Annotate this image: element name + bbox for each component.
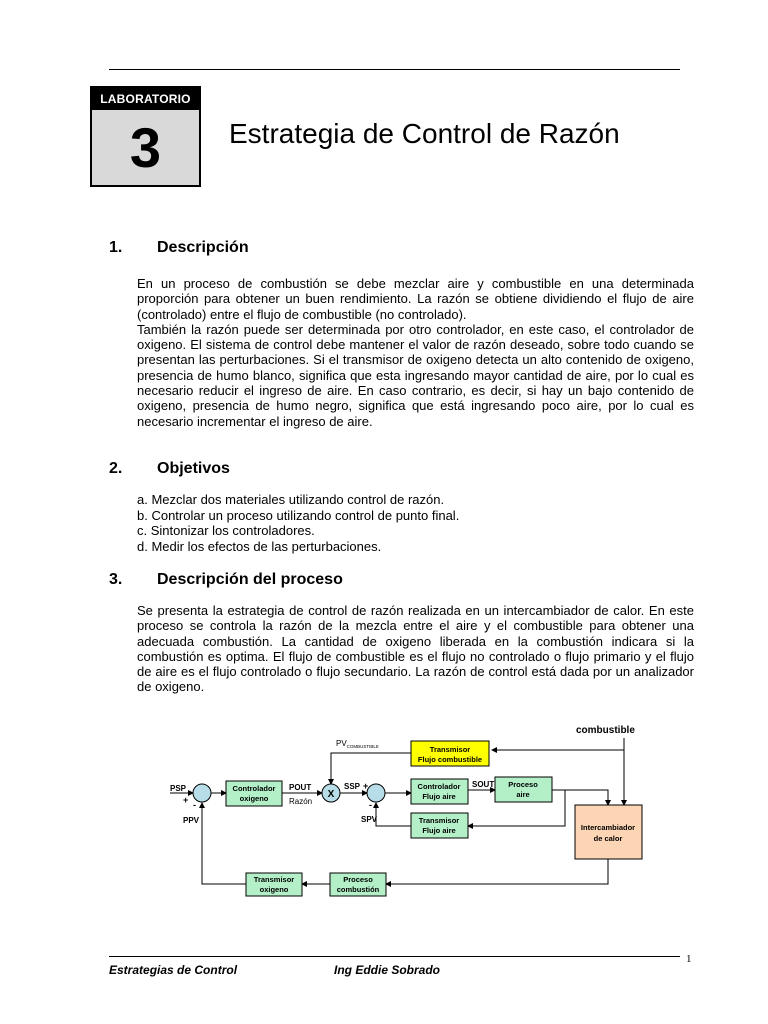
section-1-paragraph: En un proceso de combustión se debe mezclar aire y combustible en una determinada proporción para obtener un buen rendimiento. La razón se obtiene dividiendo el flujo de aire (controlado) entre el flujo de combustible (no controlado).	[137, 276, 694, 322]
section-1-body	[137, 276, 694, 429]
spv-label: SPV	[361, 815, 378, 824]
combustible-label: combustible	[576, 725, 635, 736]
svg-text:Transmisor: Transmisor	[429, 745, 471, 754]
footer-course: Estrategias de Control	[109, 963, 238, 977]
razon-label: Razón	[289, 797, 313, 806]
proceso-aire-block	[495, 777, 552, 802]
exchanger-output-line	[386, 859, 608, 884]
svg-text:Flujo aire: Flujo aire	[422, 826, 456, 835]
list-item: a. Mezclar dos materiales utilizando control de razón.	[137, 492, 445, 507]
transmisor-oxigeno-block	[246, 873, 302, 896]
svg-text:oxigeno: oxigeno	[239, 794, 269, 803]
ssp-label: SSP	[344, 782, 361, 791]
air-to-exchanger-line	[552, 790, 608, 805]
control-block-diagram	[160, 718, 660, 903]
svg-text:oxigeno: oxigeno	[259, 885, 289, 894]
section-2-title: Objetivos	[157, 460, 230, 477]
proceso-combustion-block	[330, 873, 386, 896]
lab-label: LABORATORIO	[92, 88, 199, 110]
pout-label: POUT	[289, 783, 312, 792]
controlador-aire-block	[411, 779, 468, 804]
transmisor-combustible-block	[411, 741, 489, 766]
plus-sign: +	[183, 795, 189, 805]
pv-label: $PV_{COMBUSTIBLE}$	[336, 739, 379, 749]
ppv-label: PPV	[183, 816, 200, 825]
sum-junction-primary	[193, 784, 211, 802]
list-item: b. Controlar un proceso utilizando control de punto final.	[137, 507, 460, 523]
controlador-oxigeno-block	[226, 781, 282, 806]
svg-text:Controlador: Controlador	[232, 784, 276, 793]
footer-author: Ing Eddie Sobrado	[334, 963, 441, 977]
lab-badge	[90, 86, 201, 187]
sum-junction-secondary	[367, 784, 385, 802]
section-3-paragraph: Se presenta la estrategia de control de razón realizada en un intercambiador de calor. En este proceso se controla la razón de la mezcla entre el aire y el combustible para obtener una adecuada combustión. La cantidad de oxigeno liberada en la combustión indicara si la combustión es optima. El flujo de combustible es el flujo no controlado o flujo primario y el flujo de aire es el flujo controlado o flujo secundario. La razón de control está dada por un analizador de oxigeno.	[137, 603, 694, 695]
pv-line	[331, 753, 411, 784]
svg-text:Transmisor: Transmisor	[253, 875, 295, 884]
transmisor-aire-block	[411, 813, 468, 838]
section-1-paragraph: También la razón puede ser determinada por otro controlador, en este caso, el controlador de oxigeno. El sistema de control debe mantener el valor de razón deseado, sobre todo cuando se presentan las perturbaciones. Si el transmisor de oxigeno detecta un alto contenido de oxigeno, presencia de humo blanco, significa que esta ingresando mayor cantidad de aire, por lo cual es necesario reducir el ingreso de aire. En caso contrario, es decir, si hay un bajo contenido de oxigeno, presencia de humo negro, significa que está ingresando poco aire, por lo cual es necesario incrementar el ingreso de aire.	[137, 321, 694, 429]
multiplier-symbol: X	[327, 789, 335, 800]
svg-text:aire: aire	[516, 790, 530, 799]
page-title: Estrategia de Control de Razón	[229, 118, 620, 149]
svg-text:Intercambiador: Intercambiador	[580, 823, 636, 832]
spv-line	[376, 803, 411, 826]
section-3-title: Descripción del proceso	[157, 571, 343, 588]
intercambiador-block	[575, 805, 642, 859]
svg-text:Flujo combustible: Flujo combustible	[417, 755, 483, 764]
page-number: 1	[686, 953, 692, 965]
svg-text:de calor: de calor	[593, 834, 623, 843]
svg-text:Proceso: Proceso	[508, 780, 538, 789]
section-1-title: Descripción	[157, 239, 249, 256]
section-3-number: 3.	[109, 571, 123, 588]
svg-text:Controlador: Controlador	[417, 782, 461, 791]
objectives-list	[137, 492, 694, 554]
ppv-line	[202, 803, 246, 884]
header-rule	[109, 69, 680, 70]
psp-label: PSP	[170, 784, 187, 793]
plus-sign: +	[363, 781, 369, 791]
section-3-body	[137, 603, 694, 695]
list-item: c. Sintonizar los controladores.	[137, 523, 315, 539]
minus-sign: -	[369, 800, 372, 810]
lab-number: 3	[129, 116, 162, 179]
section-2-number: 2.	[109, 460, 123, 477]
svg-text:Proceso: Proceso	[343, 875, 373, 884]
footer-rule	[109, 956, 680, 957]
list-item: d. Medir los efectos de las perturbaciones.	[137, 538, 382, 554]
minus-sign: -	[193, 800, 196, 810]
svg-text:Flujo aire: Flujo aire	[422, 792, 456, 801]
svg-text:combustión: combustión	[336, 885, 380, 894]
sout-label: SOUT	[472, 780, 495, 789]
section-1-number: 1.	[109, 239, 123, 256]
svg-text:Transmisor: Transmisor	[418, 816, 460, 825]
